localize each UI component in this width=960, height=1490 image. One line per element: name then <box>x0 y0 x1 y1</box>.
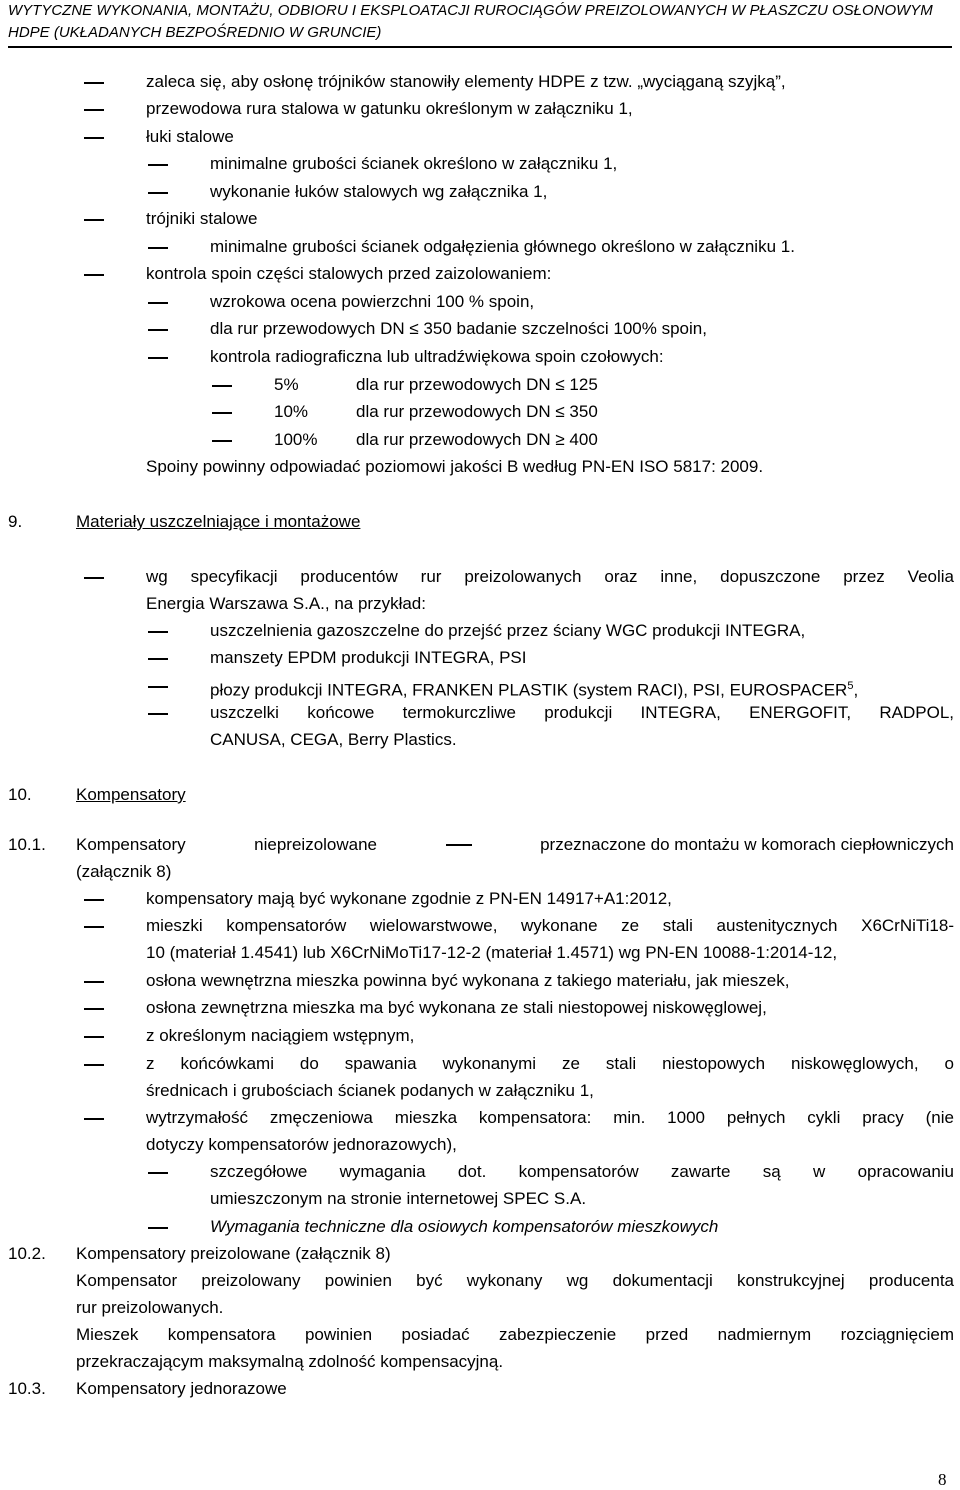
list-dash <box>148 192 168 194</box>
list-dash <box>84 577 104 579</box>
subsection-title-part: przeznaczone do montażu w komorach ciepłowniczych <box>540 835 954 854</box>
list-dash <box>84 219 104 221</box>
list-item: szczegółowe wymagania dot. kompensatorów zawarte są w opracowaniu <box>210 1162 954 1181</box>
list-item: wg specyfikacji producentów rur preizolowanych oraz inne, dopuszczone przez Veolia <box>146 567 954 586</box>
list-item: minimalne grubości ścianek określono w załączniku 1, <box>210 154 618 173</box>
subsection-title-part: Kompensatory <box>76 835 186 854</box>
header-line-1: WYTYCZNE WYKONANIA, MONTAŻU, ODBIORU I EKSPLOATACJI RUROCIĄGÓW PREIZOLOWANYCH W PŁASZCZU OSŁONOWYM <box>8 2 933 19</box>
list-dash <box>212 412 232 414</box>
list-item: minimalne grubości ścianek odgałęzienia głównego określono w załączniku 1. <box>210 237 795 256</box>
header-rule <box>8 46 952 48</box>
list-item: przewodowa rura stalowa w gatunku określonym w załączniku 1, <box>146 99 633 118</box>
list-item-continuation: umieszczonym na stronie internetowej SPEC S.A. <box>210 1189 587 1208</box>
list-item <box>274 375 598 395</box>
section-title: Kompensatory <box>76 785 186 804</box>
subsection-title-part: niepreizolowane <box>254 835 378 854</box>
percent-text: dla rur przewodowych DN ≥ 400 <box>356 430 598 449</box>
list-dash <box>212 440 232 442</box>
list-dash <box>148 1227 168 1229</box>
list-item: osłona wewnętrzna mieszka powinna być wykonana z takiego materiału, jak mieszek, <box>146 971 790 990</box>
welding-quality-note: Spoiny powinny odpowiadać poziomowi jakości B według PN-EN ISO 5817: 2009. <box>146 457 764 476</box>
list-dash <box>84 82 104 84</box>
page-header <box>8 0 952 44</box>
list-dash <box>148 329 168 331</box>
section-number: 10. <box>8 785 32 804</box>
paragraph-line: rur preizolowanych. <box>76 1298 224 1317</box>
header-line-2: HDPE (UKŁADANYCH BEZPOŚREDNIO W GRUNCIE) <box>8 24 382 41</box>
list-item: dla rur przewodowych DN ≤ 350 badanie szczelności 100% spoin, <box>210 319 707 338</box>
list-item <box>274 430 598 450</box>
list-dash <box>148 1172 168 1174</box>
subsection-number: 10.2. <box>8 1244 46 1263</box>
percent-value: 10% <box>274 402 309 421</box>
list-item-continuation: dotyczy kompensatorów jednorazowych), <box>146 1135 457 1154</box>
list-dash <box>148 164 168 166</box>
section-title: Materiały uszczelniające i montażowe <box>76 512 361 531</box>
list-item-continuation: 10 (materiał 1.4541) lub X6CrNiMoTi17-12-2 (materiał 1.4571) wg PN-EN 10088-1:2014-12, <box>146 943 838 962</box>
list-item: osłona zewnętrzna mieszka ma być wykonana ze stali niestopowej niskowęglowej, <box>146 998 767 1017</box>
list-dash <box>148 631 168 633</box>
list-dash <box>84 981 104 983</box>
list-item: mieszki kompensatorów wielowarstwowe, wykonane ze stali austenitycznych X6CrNiTi18- <box>146 916 954 935</box>
list-item: manszety EPDM produkcji INTEGRA, PSI <box>210 648 527 667</box>
percent-value: 100% <box>274 430 318 449</box>
list-dash <box>84 1036 104 1038</box>
list-item: z końcówkami do spawania wykonanymi ze stali niestopowych niskowęglowych, o <box>146 1054 954 1073</box>
document-reference: Wymagania techniczne dla osiowych kompensatorów mieszkowych <box>210 1217 719 1236</box>
list-item-continuation: średnicach i grubościach ścianek podanych w załączniku 1, <box>146 1081 594 1100</box>
list-item: kontrola radiograficzna lub ultradźwiękowa spoin czołowych: <box>210 347 664 366</box>
list-dash <box>84 109 104 111</box>
list-item-text: płozy produkcji INTEGRA, FRANKEN PLASTIK (system RACI), PSI, EUROSPACER <box>210 680 848 700</box>
list-item: wzrokowa ocena powierzchni 100 % spoin, <box>210 292 535 311</box>
percent-value: 5% <box>274 375 299 394</box>
subsection-title: Kompensatory preizolowane (załącznik 8) <box>76 1244 391 1263</box>
list-dash <box>148 713 168 715</box>
percent-text: dla rur przewodowych DN ≤ 350 <box>356 402 598 421</box>
list-item: uszczelki końcowe termokurczliwe produkcji INTEGRA, ENERGOFIT, RADPOL, <box>210 703 954 722</box>
footnote-ref: 5 <box>847 680 854 692</box>
list-dash <box>84 274 104 276</box>
list-dash <box>148 302 168 304</box>
list-dash <box>84 1118 104 1120</box>
list-dash <box>148 357 168 359</box>
list-dash <box>148 686 168 688</box>
list-dash <box>84 137 104 139</box>
subsection-title: Kompensatory jednorazowe <box>76 1379 287 1398</box>
paragraph-line: Mieszek kompensatora powinien posiadać zabezpieczenie przed nadmiernym rozciągnięciem <box>76 1325 954 1344</box>
list-dash <box>84 926 104 928</box>
list-dash <box>212 385 232 387</box>
list-item-continuation: CANUSA, CEGA, Berry Plastics. <box>210 730 457 749</box>
list-dash <box>84 1008 104 1010</box>
section-number: 9. <box>8 512 23 531</box>
title-dash <box>446 844 472 846</box>
page-number: 8 <box>938 1470 947 1489</box>
paragraph-line: przekraczającym maksymalną zdolność kompensacyjną. <box>76 1352 504 1371</box>
list-item <box>210 676 858 701</box>
list-dash <box>148 658 168 660</box>
list-item: łuki stalowe <box>146 127 234 146</box>
list-item: z określonym naciągiem wstępnym, <box>146 1026 415 1045</box>
list-dash <box>84 1064 104 1066</box>
subsection-title-continuation: (załącznik 8) <box>76 862 172 881</box>
list-dash <box>84 899 104 901</box>
list-item: wytrzymałość zmęczeniowa mieszka kompensatora: min. 1000 pełnych cykli pracy (nie <box>146 1108 954 1127</box>
list-item <box>274 402 598 422</box>
list-item: kompensatory mają być wykonane zgodnie z PN-EN 14917+A1:2012, <box>146 889 672 908</box>
list-item: kontrola spoin części stalowych przed zaizolowaniem: <box>146 264 552 283</box>
paragraph-line: Kompensator preizolowany powinien być wykonany wg dokumentacji konstrukcyjnej producenta <box>76 1271 954 1290</box>
list-item: trójniki stalowe <box>146 209 258 228</box>
list-item-continuation: Energia Warszawa S.A., na przykład: <box>146 594 426 613</box>
subsection-number: 10.1. <box>8 835 46 854</box>
list-item: zaleca się, aby osłonę trójników stanowiły elementy HDPE z tzw. „wyciąganą szyjką”, <box>146 72 786 91</box>
subsection-number: 10.3. <box>8 1379 46 1398</box>
subsection-title <box>76 835 954 855</box>
list-item: uszczelnienia gazoszczelne do przejść przez ściany WGC produkcji INTEGRA, <box>210 621 806 640</box>
list-item: wykonanie łuków stalowych wg załącznika 1, <box>210 182 548 201</box>
list-item-end: , <box>853 680 859 700</box>
percent-text: dla rur przewodowych DN ≤ 125 <box>356 375 598 394</box>
list-dash <box>148 247 168 249</box>
